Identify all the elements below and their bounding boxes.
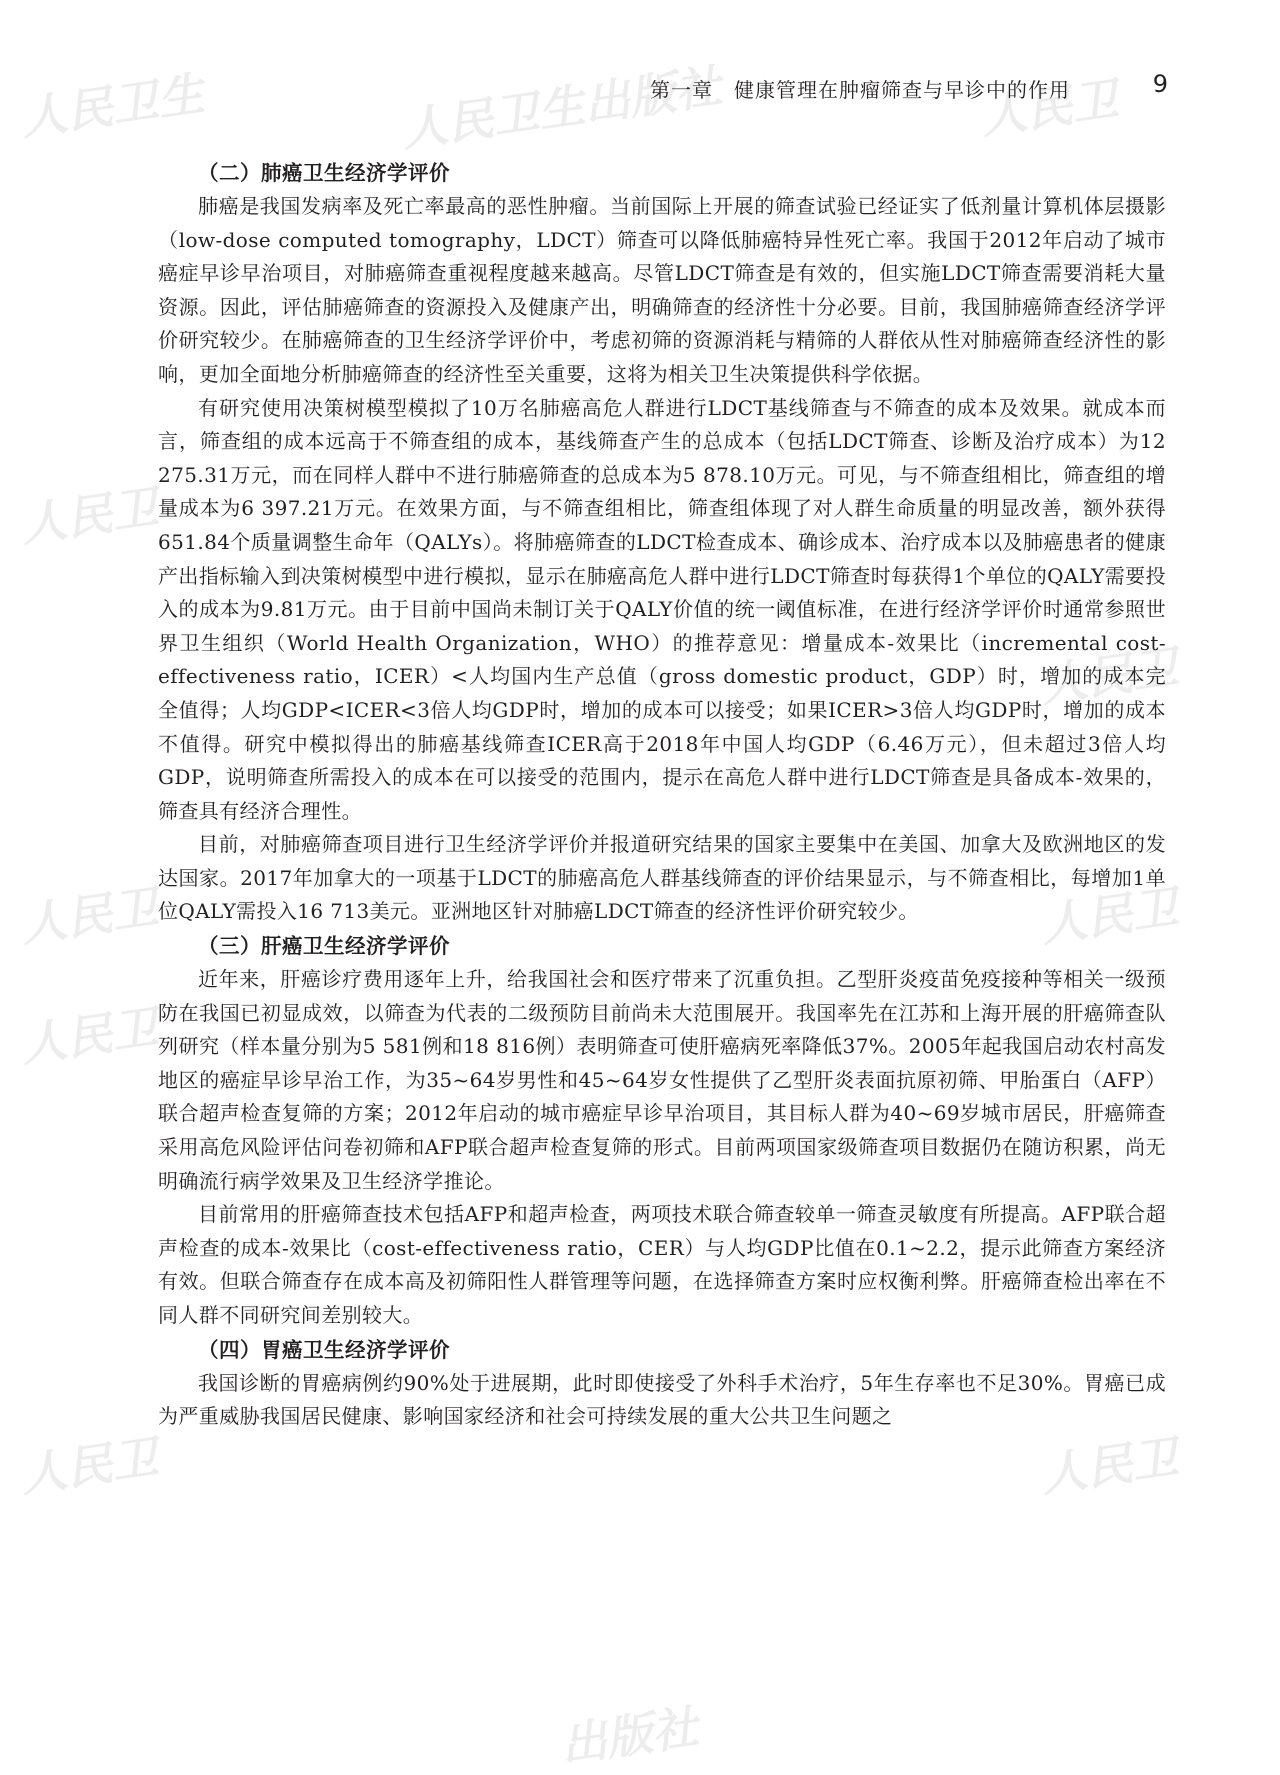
paragraph: 肺癌是我国发病率及死亡率最高的恶性肿瘤。当前国际上开展的筛查试验已经证实了低剂量计算机体层摄影（low-dose computed tomography，LDCT）筛查可以降低肺癌特异性死亡率。我国于2012年启动了城市癌症早诊早治项目，对肺癌筛查重视程度越来越高。尽管LDCT筛查是有效的，但实施LDCT筛查需要消耗大量资源。因此，评估肺癌筛查的资源投入及健康产出，明确筛查的经济性十分必要。目前，我国肺癌筛查经济学评价研究较少。在肺癌筛查的卫生经济学评价中，考虑初筛的资源消耗与精筛的人群依从性对肺癌筛查经济性的影响，更加全面地分析肺癌筛查的经济性至关重要，这将为相关卫生决策提供科学依据。	[158, 194, 1166, 386]
page-body	[158, 156, 1166, 1434]
section-heading-gastric-cancer: （四）胃癌卫生经济学评价	[198, 1337, 450, 1362]
paragraph: 目前常用的肝癌筛查技术包括AFP和超声检查，两项技术联合筛查较单一筛查灵敏度有所提高。AFP联合超声检查的成本-效果比（cost-effectiveness ratio，CER）与人均GDP比值在0.1~2.2，提示此筛查方案经济有效。但联合筛查存在成本高及初筛阳性人群管理等问题，在选择筛查方案时应权衡利弊。肝癌筛查检出率在不同人群不同研究间差别较大。	[158, 1202, 1166, 1327]
paragraph: 目前，对肺癌筛查项目进行卫生经济学评价并报道研究结果的国家主要集中在美国、加拿大及欧洲地区的发达国家。2017年加拿大的一项基于LDCT的肺癌高危人群基线筛查的评价结果显示，与不筛查相比，每增加1单位QALY需投入16 713美元。亚洲地区针对肺癌LDCT筛查的经济性评价研究较少。	[158, 832, 1166, 924]
publisher-watermark: 人民卫生 人民卫生出版社 人民卫 人民卫 人民卫 人民卫 人民卫 人民卫 人民卫 人民卫 出版社	[17, 58, 1182, 1773]
paragraph: 我国诊断的胃癌病例约90%处于进展期，此时即使接受了外科手术治疗，5年生存率也不足30%。胃癌已成为严重威胁我国居民健康、影响国家经济和社会可持续发展的重大公共卫生问题之	[158, 1370, 1166, 1429]
paragraph: 近年来，肝癌诊疗费用逐年上升，给我国社会和医疗带来了沉重负担。乙型肝炎疫苗免疫接种等相关一级预防在我国已初显成效，以筛查为代表的二级预防目前尚未大范围展开。我国率先在江苏和上海开展的肝癌筛查队列研究（样本量分别为5 581例和18 816例）表明筛查可使肝癌病死率降低37%。2005年起我国启动农村高发地区的癌症早诊早治工作，为35~64岁男性和45~64岁女性提供了乙型肝炎表面抗原初筛、甲胎蛋白（AFP）联合超声检查复筛的方案；2012年启动的城市癌症早诊早治项目，其目标人群为40~69岁城市居民，肝癌筛查采用高危风险评估问卷初筛和AFP联合超声检查复筛的形式。目前两项国家级筛查项目数据仍在随访积累，尚无明确流行病学效果及卫生经济学推论。	[158, 967, 1166, 1193]
page-number: 9	[1152, 70, 1168, 98]
paragraph: 有研究使用决策树模型模拟了10万名肺癌高危人群进行LDCT基线筛查与不筛查的成本及效果。就成本而言，筛查组的成本远高于不筛查组的成本，基线筛查产生的总成本（包括LDCT筛查、诊断及治疗成本）为12 275.31万元，而在同样人群中不进行肺癌筛查的总成本为5 878.10万元。可见，与不筛查组相比，筛查组的增量成本为6 397.21万元。在效果方面，与不筛查组相比，筛查组体现了对人群生命质量的明显改善，额外获得651.84个质量调整生命年（QALYs）。将肺癌筛查的LDCT检查成本、确诊成本、治疗成本以及肺癌患者的健康产出指标输入到决策树模型中进行模拟，显示在肺癌高危人群中进行LDCT筛查时每获得1个单位的QALY需要投入的成本为9.81万元。由于目前中国尚未制订关于QALY价值的统一阈值标准，在进行经济学评价时通常参照世界卫生组织（World Health Organization，WHO）的推荐意见：增量成本-效果比（incremental cost-effectiveness ratio，ICER）<人均国内生产总值（gross domestic product，GDP）时，增加的成本完全值得；人均GDP<ICER<3倍人均GDP时，增加的成本可以接受；如果ICER>3倍人均GDP时，增加的成本不值得。研究中模拟得出的肺癌基线筛查ICER高于2018年中国人均GDP（6.46万元），但未超过3倍人均GDP，说明筛查所需投入的成本在可以接受的范围内，提示在高危人群中进行LDCT筛查是具备成本-效果的，筛查具有经济合理性。	[158, 395, 1166, 823]
section-heading-lung-cancer: （二）肺癌卫生经济学评价	[198, 161, 450, 185]
page-header	[0, 68, 1280, 108]
chapter-title: 第一章 健康管理在肿瘤筛查与早诊中的作用	[650, 78, 1070, 102]
section-heading-liver-cancer: （三）肝癌卫生经济学评价	[198, 934, 450, 959]
